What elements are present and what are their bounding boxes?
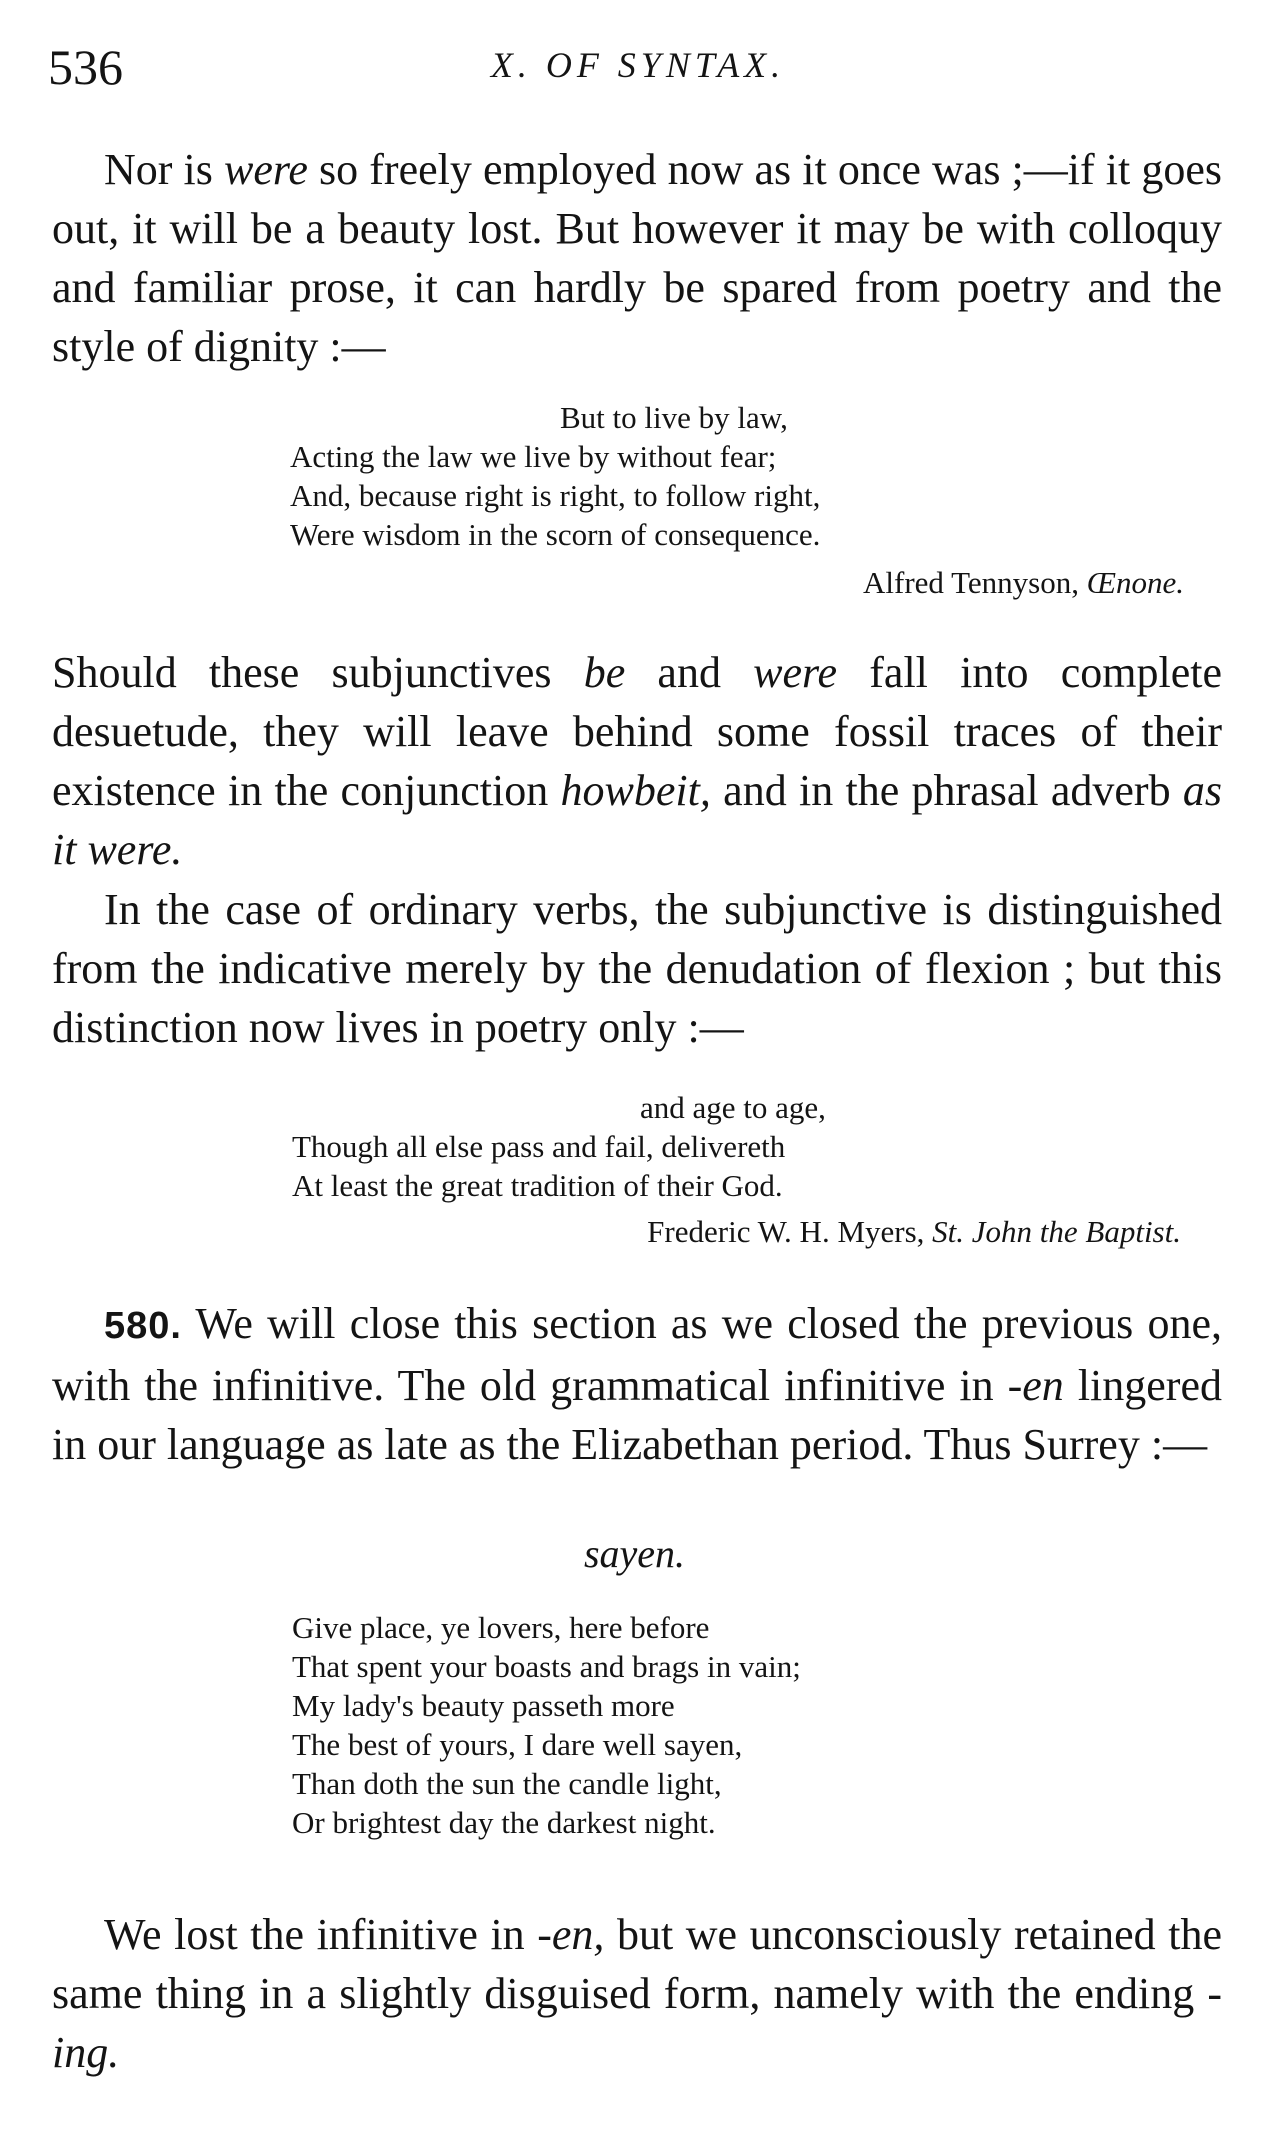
text-run: but we unconsciously retained the same thing in a slightly disguised form, namely with the ending xyxy=(52,1910,1222,2018)
verse-line: At least the great tradition of their God. xyxy=(292,1168,783,1203)
page-header xyxy=(48,38,1228,108)
verse-line: Than doth the sun the candle light, xyxy=(292,1766,722,1801)
italic-word: as it were. xyxy=(52,766,1222,874)
surrey-quote xyxy=(292,1608,801,1842)
italic-word: were xyxy=(224,145,308,194)
verse-line: The best of yours, I dare well sayen, xyxy=(292,1727,743,1762)
text-run: We will close this section as we closed the previous one, with the infinitive. The old grammatical infinitive in xyxy=(52,1299,1222,1410)
text-run: We lost the infinitive in xyxy=(104,1910,538,1959)
italic-word: howbeit, xyxy=(560,766,711,815)
text-run: so freely employed now as it once was ;—if it goes out, it will be a beauty lost. But however it may be with colloquy and familiar prose, it can hardly be spared from poetry and the style of dignity :— xyxy=(52,145,1222,371)
page-number: 536 xyxy=(48,39,123,95)
section-number: 580. xyxy=(104,1305,182,1347)
text-run: and xyxy=(625,648,754,697)
italic-word: be xyxy=(583,648,626,697)
italic-word: -en, xyxy=(537,1910,605,1959)
tennyson-quote xyxy=(290,398,820,554)
paragraph-ordinary-verbs xyxy=(52,880,1222,1057)
text-run: fall into complete desuetude, they will leave behind some fossil traces of their existence in the conjunction xyxy=(52,648,1223,815)
paragraph-were xyxy=(52,140,1222,376)
italic-word: -en xyxy=(1007,1361,1064,1410)
sayen-heading: sayen. xyxy=(583,1531,686,1576)
attribution-work: Œnone. xyxy=(1086,565,1184,600)
tennyson-attribution xyxy=(863,565,1184,601)
verse-line: And, because right is right, to follow right, xyxy=(290,478,821,513)
paragraph-subjunctives xyxy=(52,643,1222,879)
text-run: and in the phrasal adverb xyxy=(710,766,1183,815)
text-run: In the case of ordinary verbs, the subjunctive is distinguished from the indicative merely by the denudation of flexion ; but this distinction now lives in poetry only :— xyxy=(52,885,1222,1052)
running-head: X. OF SYNTAX. xyxy=(490,45,786,85)
verse-line: Give place, ye lovers, here before xyxy=(292,1610,710,1645)
text-run: Nor is xyxy=(104,145,225,194)
attribution-work: St. John the Baptist. xyxy=(932,1214,1181,1249)
text-run: lingered in our language as late as the Elizabethan period. Thus Surrey :— xyxy=(52,1361,1222,1469)
paragraph-580 xyxy=(52,1294,1222,1474)
verse-line: That spent your boasts and brags in vain; xyxy=(292,1649,801,1684)
paragraph-ing xyxy=(52,1905,1222,2082)
verse-line: Were wisdom in the scorn of consequence. xyxy=(290,517,821,552)
attribution-author: Frederic W. H. Myers, xyxy=(647,1214,925,1249)
myers-attribution xyxy=(647,1214,1181,1250)
myers-quote xyxy=(292,1088,826,1205)
attribution-author: Alfred Tennyson, xyxy=(863,565,1079,600)
verse-line: Though all else pass and fail, delivereth xyxy=(292,1129,786,1164)
verse-line: Acting the law we live by without fear; xyxy=(290,439,777,474)
verse-line: But to live by law, xyxy=(560,400,788,435)
verse-line: My lady's beauty passeth more xyxy=(292,1688,675,1723)
text-run: Should these subjunctives xyxy=(52,648,584,697)
italic-word: -ing. xyxy=(52,1969,1222,2077)
verse-line: and age to age, xyxy=(640,1090,826,1125)
verse-line: Or brightest day the darkest night. xyxy=(292,1805,716,1840)
italic-word: were xyxy=(753,648,838,697)
